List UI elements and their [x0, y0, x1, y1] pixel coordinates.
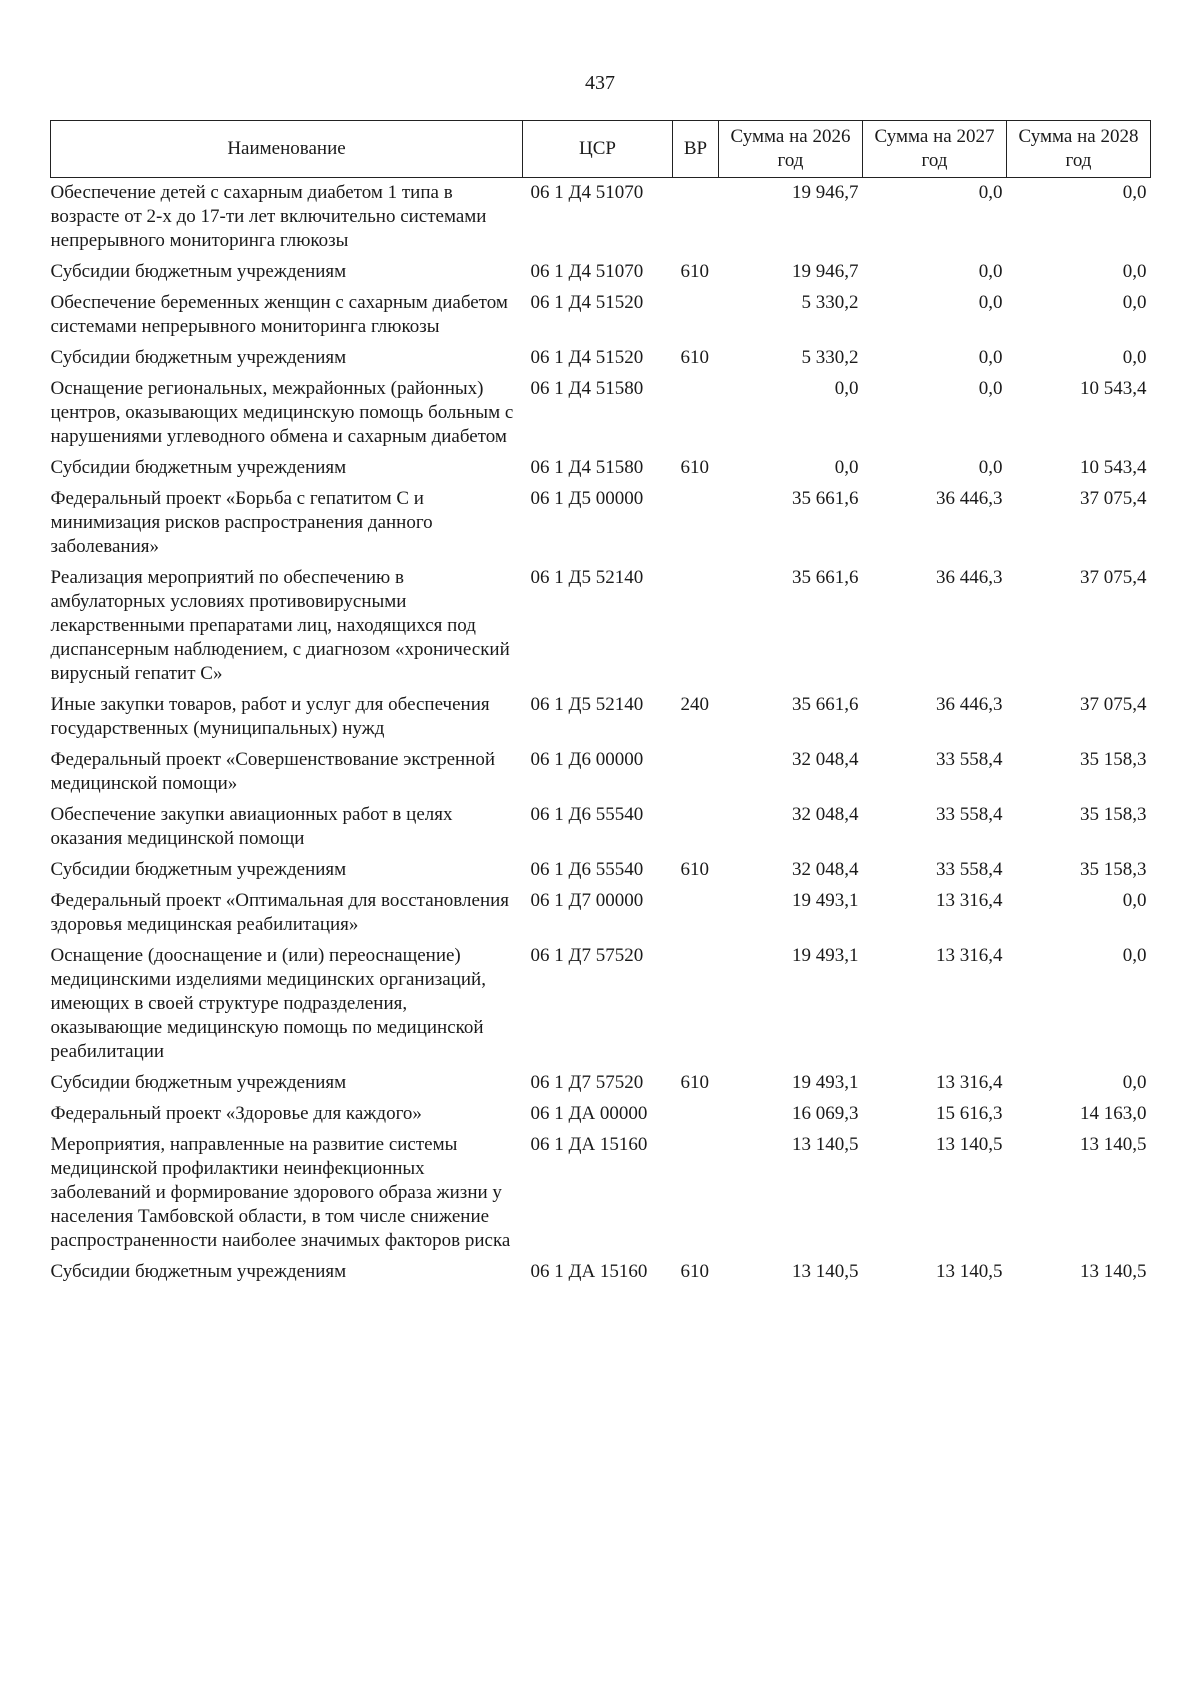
row-sum-2028: 0,0	[1122, 1072, 1147, 1093]
row-sum-2027: 0,0	[978, 261, 1003, 282]
row-vr	[673, 1099, 719, 1130]
table-row	[51, 855, 1151, 886]
row-sum-2026: 35 661,6	[792, 488, 859, 509]
table-row	[51, 343, 1151, 374]
row-sum-2027: 0,0	[978, 292, 1003, 313]
header-name: Наименование	[51, 121, 523, 178]
table-row	[51, 800, 1151, 855]
row-sum-2027: 0,0	[978, 347, 1003, 368]
row-csr: 06 1 Д4 51070	[530, 182, 644, 203]
row-sum-2028: 0,0	[1122, 261, 1147, 282]
table-row	[51, 178, 1151, 258]
table-header	[51, 121, 1151, 178]
row-name: Субсидии бюджетным учреждениям	[50, 347, 347, 368]
row-sum-2026: 0,0	[834, 457, 859, 478]
row-vr	[673, 178, 719, 258]
row-sum-2027: 13 316,4	[936, 945, 1003, 966]
row-csr: 06 1 Д6 55540	[530, 804, 644, 825]
row-sum-2027: 0,0	[978, 182, 1003, 203]
table-row	[51, 484, 1151, 563]
table-row	[51, 257, 1151, 288]
row-sum-2028: 0,0	[1122, 347, 1147, 368]
row-csr: 06 1 Д5 52140	[530, 567, 644, 588]
row-sum-2027: 13 316,4	[936, 1072, 1003, 1093]
row-vr: 610	[680, 1072, 709, 1093]
table-row	[51, 1099, 1151, 1130]
row-sum-2027: 13 140,5	[936, 1261, 1003, 1282]
row-csr: 06 1 Д6 00000	[530, 749, 644, 770]
row-vr	[673, 800, 719, 855]
row-sum-2026: 5 330,2	[801, 347, 859, 368]
table-row	[51, 288, 1151, 343]
row-sum-2027: 13 140,5	[936, 1134, 1003, 1155]
row-vr: 610	[680, 347, 709, 368]
row-vr	[673, 374, 719, 453]
row-vr	[673, 941, 719, 1068]
row-name: Федеральный проект «Борьба с гепатитом С и минимизация рисков распространения данного заболевания»	[50, 488, 433, 557]
row-sum-2027: 15 616,3	[936, 1103, 1003, 1124]
row-sum-2026: 19 493,1	[792, 1072, 859, 1093]
table-row	[51, 563, 1151, 690]
row-name: Мероприятия, направленные на развитие системы медицинской профилактики неинфекционных заболеваний и формирование здорового образа жизни у населения Тамбовской области, в том числе снижение распространенности наиболее значимых факторов риска	[50, 1134, 511, 1251]
row-sum-2028: 0,0	[1122, 945, 1147, 966]
row-csr: 06 1 Д5 00000	[530, 488, 644, 509]
row-vr	[673, 886, 719, 941]
row-name: Обеспечение беременных женщин с сахарным диабетом системами непрерывного мониторинга глюкозы	[50, 292, 508, 337]
row-vr	[673, 1130, 719, 1257]
row-sum-2028: 35 158,3	[1080, 749, 1147, 770]
row-sum-2026: 0,0	[834, 378, 859, 399]
row-sum-2026: 16 069,3	[792, 1103, 859, 1124]
row-vr: 610	[680, 261, 709, 282]
row-name: Обеспечение детей с сахарным диабетом 1 типа в возрасте от 2-х до 17-ти лет включительно системами непрерывного мониторинга глюкозы	[50, 182, 487, 251]
row-sum-2028: 14 163,0	[1080, 1103, 1147, 1124]
row-name: Оснащение (дооснащение и (или) переоснащение) медицинскими изделиями медицинских организаций, имеющих в своей структуре подразделения, оказывающие медицинскую помощь по медицинской реабилитации	[50, 945, 486, 1062]
row-sum-2027: 0,0	[978, 378, 1003, 399]
row-sum-2026: 19 493,1	[792, 890, 859, 911]
row-sum-2026: 5 330,2	[801, 292, 859, 313]
row-name: Иные закупки товаров, работ и услуг для обеспечения государственных (муниципальных) нужд	[50, 694, 490, 739]
row-sum-2026: 32 048,4	[792, 804, 859, 825]
row-csr: 06 1 ДА 00000	[530, 1103, 648, 1124]
row-name: Федеральный проект «Совершенствование экстренной медицинской помощи»	[50, 749, 496, 794]
row-sum-2028: 13 140,5	[1080, 1261, 1147, 1282]
row-name: Федеральный проект «Здоровье для каждого»	[50, 1103, 422, 1124]
row-sum-2026: 13 140,5	[792, 1134, 859, 1155]
header-row	[51, 121, 1151, 178]
row-sum-2027: 0,0	[978, 457, 1003, 478]
row-sum-2026: 19 946,7	[792, 261, 859, 282]
row-name: Реализация мероприятий по обеспечению в амбулаторных условиях противовирусными лекарственными препаратами лиц, находящихся под диспансерным наблюдением, с диагнозом «хронический вирусный гепатит С»	[50, 567, 510, 684]
row-sum-2028: 0,0	[1122, 890, 1147, 911]
row-sum-2028: 37 075,4	[1080, 488, 1147, 509]
header-sum-2027: Сумма на 2027 год	[863, 121, 1007, 178]
row-name: Обеспечение закупки авиационных работ в целях оказания медицинской помощи	[50, 804, 453, 849]
row-csr: 06 1 Д4 51520	[530, 292, 644, 313]
table-row	[51, 1257, 1151, 1288]
row-csr: 06 1 Д4 51580	[530, 457, 644, 478]
table-row	[51, 453, 1151, 484]
row-name: Субсидии бюджетным учреждениям	[50, 261, 347, 282]
row-sum-2027: 33 558,4	[936, 859, 1003, 880]
row-sum-2027: 13 316,4	[936, 890, 1003, 911]
row-sum-2028: 13 140,5	[1080, 1134, 1147, 1155]
row-csr: 06 1 Д7 57520	[530, 1072, 644, 1093]
row-csr: 06 1 ДА 15160	[530, 1134, 648, 1155]
row-sum-2027: 33 558,4	[936, 804, 1003, 825]
row-sum-2028: 0,0	[1122, 292, 1147, 313]
row-sum-2027: 36 446,3	[936, 567, 1003, 588]
row-sum-2026: 19 946,7	[792, 182, 859, 203]
row-csr: 06 1 Д7 57520	[530, 945, 644, 966]
row-sum-2028: 10 543,4	[1080, 457, 1147, 478]
row-vr	[673, 484, 719, 563]
row-vr	[673, 288, 719, 343]
row-name: Субсидии бюджетным учреждениям	[50, 1072, 347, 1093]
row-name: Федеральный проект «Оптимальная для восстановления здоровья медицинская реабилитация»	[50, 890, 510, 935]
header-csr: ЦСР	[523, 121, 673, 178]
row-sum-2026: 19 493,1	[792, 945, 859, 966]
row-vr: 240	[680, 694, 709, 715]
row-sum-2026: 35 661,6	[792, 567, 859, 588]
row-vr: 610	[680, 859, 709, 880]
table-row	[51, 1068, 1151, 1099]
page-number: 437	[585, 72, 615, 94]
table-row	[51, 1130, 1151, 1257]
row-vr: 610	[680, 1261, 709, 1282]
table-row	[51, 374, 1151, 453]
row-vr	[673, 745, 719, 800]
row-csr: 06 1 Д4 51520	[530, 347, 644, 368]
row-sum-2026: 32 048,4	[792, 749, 859, 770]
row-sum-2026: 13 140,5	[792, 1261, 859, 1282]
row-name: Субсидии бюджетным учреждениям	[50, 457, 347, 478]
header-vr: ВР	[673, 121, 719, 178]
header-sum-2028: Сумма на 2028 год	[1007, 121, 1151, 178]
row-sum-2026: 32 048,4	[792, 859, 859, 880]
row-csr: 06 1 Д4 51070	[530, 261, 644, 282]
row-name: Субсидии бюджетным учреждениям	[50, 859, 347, 880]
row-sum-2028: 37 075,4	[1080, 694, 1147, 715]
row-sum-2027: 33 558,4	[936, 749, 1003, 770]
row-csr: 06 1 Д4 51580	[530, 378, 644, 399]
header-sum-2026: Сумма на 2026 год	[719, 121, 863, 178]
row-csr: 06 1 ДА 15160	[530, 1261, 648, 1282]
row-vr: 610	[680, 457, 709, 478]
table-row	[51, 690, 1151, 745]
row-sum-2026: 35 661,6	[792, 694, 859, 715]
row-sum-2028: 10 543,4	[1080, 378, 1147, 399]
table-row	[51, 886, 1151, 941]
row-vr	[673, 563, 719, 690]
row-sum-2028: 35 158,3	[1080, 804, 1147, 825]
row-sum-2028: 35 158,3	[1080, 859, 1147, 880]
row-csr: 06 1 Д7 00000	[530, 890, 644, 911]
row-sum-2028: 0,0	[1122, 182, 1147, 203]
row-sum-2028: 37 075,4	[1080, 567, 1147, 588]
row-name: Субсидии бюджетным учреждениям	[50, 1261, 347, 1282]
row-name: Оснащение региональных, межрайонных (районных) центров, оказывающих медицинскую помощь больным с нарушениями углеводного обмена и сахарным диабетом	[50, 378, 514, 447]
table-row	[51, 745, 1151, 800]
row-sum-2027: 36 446,3	[936, 694, 1003, 715]
table-body	[51, 178, 1151, 1289]
row-sum-2027: 36 446,3	[936, 488, 1003, 509]
table-row	[51, 941, 1151, 1068]
row-csr: 06 1 Д6 55540	[530, 859, 644, 880]
row-csr: 06 1 Д5 52140	[530, 694, 644, 715]
budget-table	[50, 120, 1151, 1288]
